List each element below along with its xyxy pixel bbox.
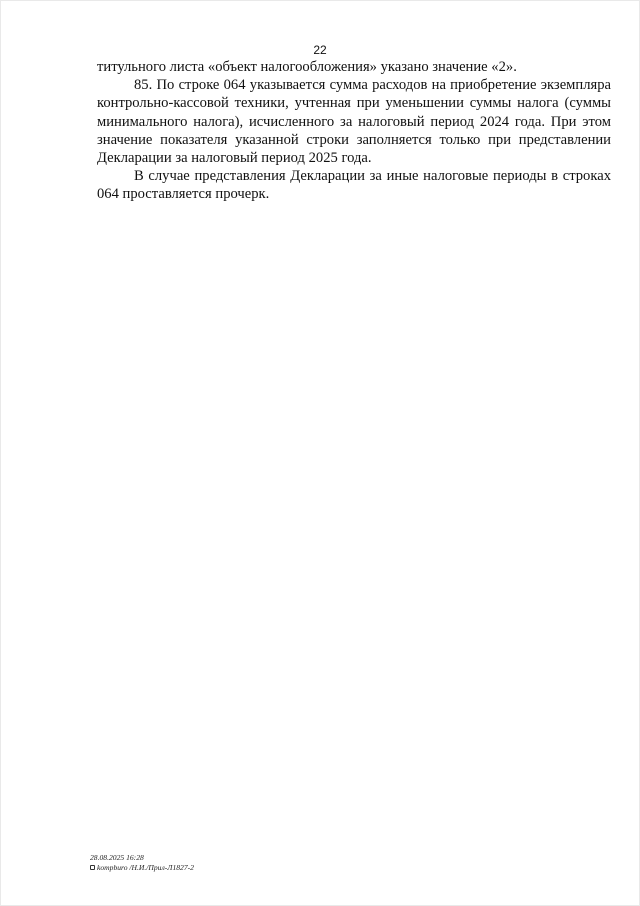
page-number: 22 [313, 43, 327, 57]
footer-file-line [90, 863, 390, 873]
paragraph-85: 85. По строке 064 указывается сумма расходов на приобретение экземпляра контрольно-кассовой техники, учтенная при уменьшении суммы налога (суммы минимального налога), исчисленного за налоговый период 2024 года. При этом значение показателя указанной строки заполняется только при представлении Декларации за налоговый период 2025 года. [97, 77, 611, 167]
paragraph-other-periods: В случае представления Декларации за иные налоговые периоды в строках 064 проставляется прочерк. [97, 168, 611, 203]
document-icon [90, 865, 95, 870]
document-footer [90, 853, 390, 872]
footer-file-ref: kompburo /Н.И./Прил-Л1827-2 [97, 862, 194, 872]
paragraph-continuation: титульного листа «объект налогообложения» указано значение «2». [97, 59, 517, 75]
footer-timestamp: 28.08.2025 16:28 [90, 853, 144, 862]
document-body [97, 58, 611, 204]
